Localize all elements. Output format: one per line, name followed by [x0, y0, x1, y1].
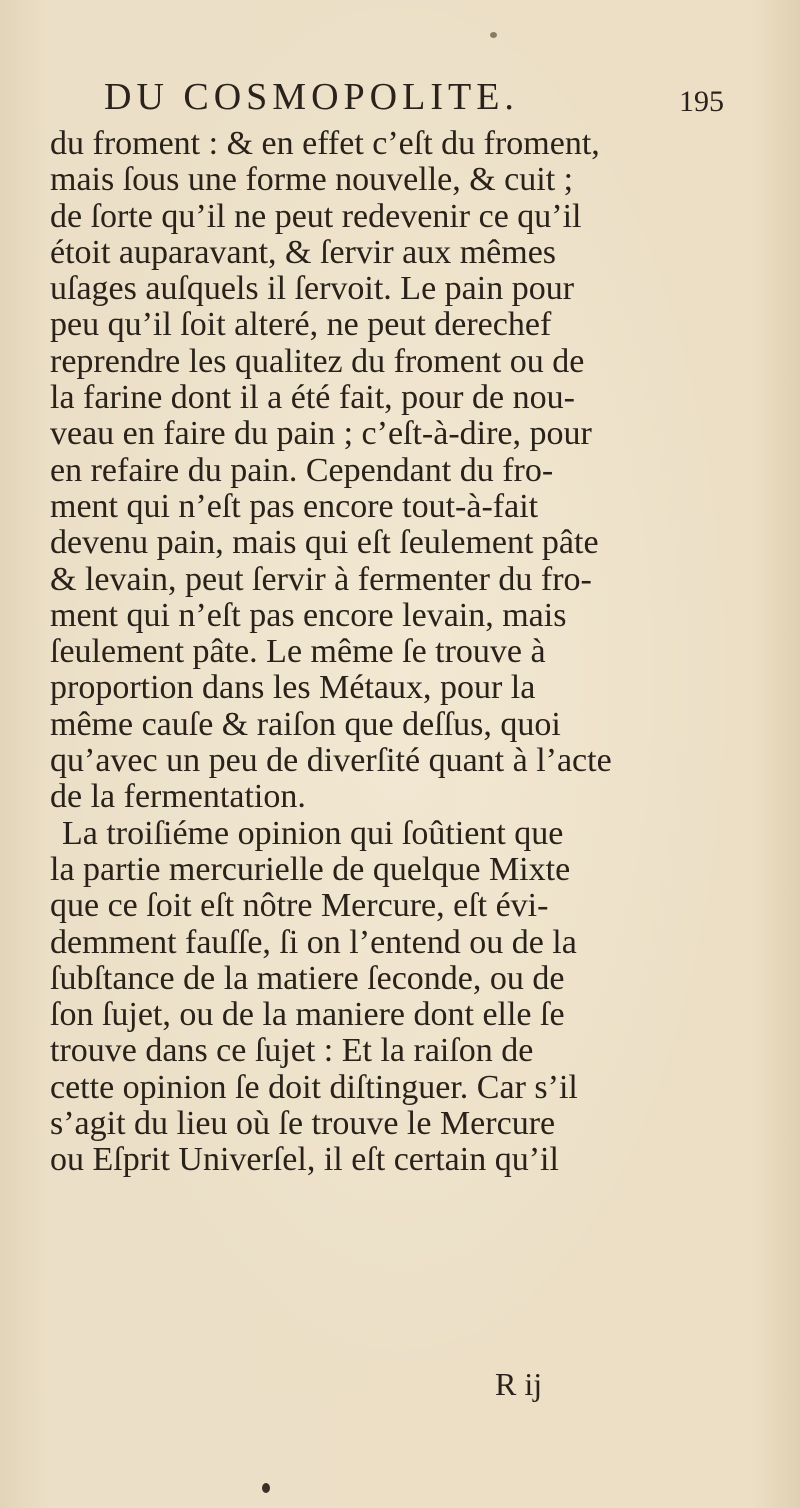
text-line: ſon ſujet, ou de la maniere dont elle ſe — [50, 996, 565, 1034]
text-line: ment qui n’eſt pas encore tout-à-fait — [50, 487, 539, 525]
page-number: 195 — [679, 85, 724, 118]
text-line: même cauſe & raiſon que deſſus, quoi — [50, 705, 561, 743]
text-line: la partie mercurielle de quelque Mixte — [50, 850, 571, 888]
text-line: proportion dans les Métaux, pour la — [50, 669, 536, 707]
text-line: ſubſtance de la matiere ſeconde, ou de — [50, 959, 565, 997]
running-title: DU COSMOPOLITE. — [104, 76, 519, 118]
body-text — [50, 126, 800, 1179]
text-line: en refaire du pain. Cependant du fro- — [50, 451, 554, 489]
running-head — [104, 74, 724, 120]
text-line: uſages auſquels il ſervoit. Le pain pour — [50, 270, 575, 308]
text-line: que ce ſoit eſt nôtre Mercure, eſt évi- — [50, 887, 549, 925]
signature-mark: R ij — [495, 1366, 543, 1402]
text-line: cette opinion ſe doit diſtinguer. Car s’il — [50, 1068, 578, 1106]
ink-speck — [490, 32, 497, 38]
text-line: ment qui n’eſt pas encore levain, mais — [50, 596, 567, 634]
text-line: qu’avec un peu de diverſité quant à l’acte — [50, 742, 612, 780]
text-line: La troiſiéme opinion qui ſoûtient que — [62, 814, 564, 852]
text-line: la farine dont il a été fait, pour de nou- — [50, 379, 575, 417]
text-line: du froment : & en effet c’eſt du froment, — [50, 125, 600, 162]
text-line: devenu pain, mais qui eſt ſeulement pâte — [50, 524, 599, 562]
text-line: de ſorte qu’il ne peut redevenir ce qu’il — [50, 197, 582, 235]
text-line: peu qu’il ſoit alteré, ne peut derechef — [50, 306, 552, 344]
text-line: étoit auparavant, & ſervir aux mêmes — [50, 233, 557, 271]
text-line: demment fauſſe, ſi on l’entend ou de la — [50, 923, 577, 961]
text-line: s’agit du lieu où ſe trouve le Mercure — [50, 1105, 556, 1143]
text-line: de la fermentation. — [50, 778, 306, 816]
text-line: ou Eſprit Univerſel, il eſt certain qu’il — [50, 1141, 559, 1179]
text-line: mais ſous une forme nouvelle, & cuit ; — [50, 161, 574, 199]
text-line: trouve dans ce ſujet : Et la raiſon de — [50, 1032, 534, 1070]
text-line: reprendre les qualitez du froment ou de — [50, 342, 585, 380]
text-line: veau en faire du pain ; c’eſt-à-dire, pour — [50, 415, 592, 453]
text-line: & levain, peut ſervir à fermenter du fro- — [50, 560, 592, 598]
text-line: ſeulement pâte. Le même ſe trouve à — [50, 633, 546, 671]
ink-speck — [262, 1483, 270, 1493]
